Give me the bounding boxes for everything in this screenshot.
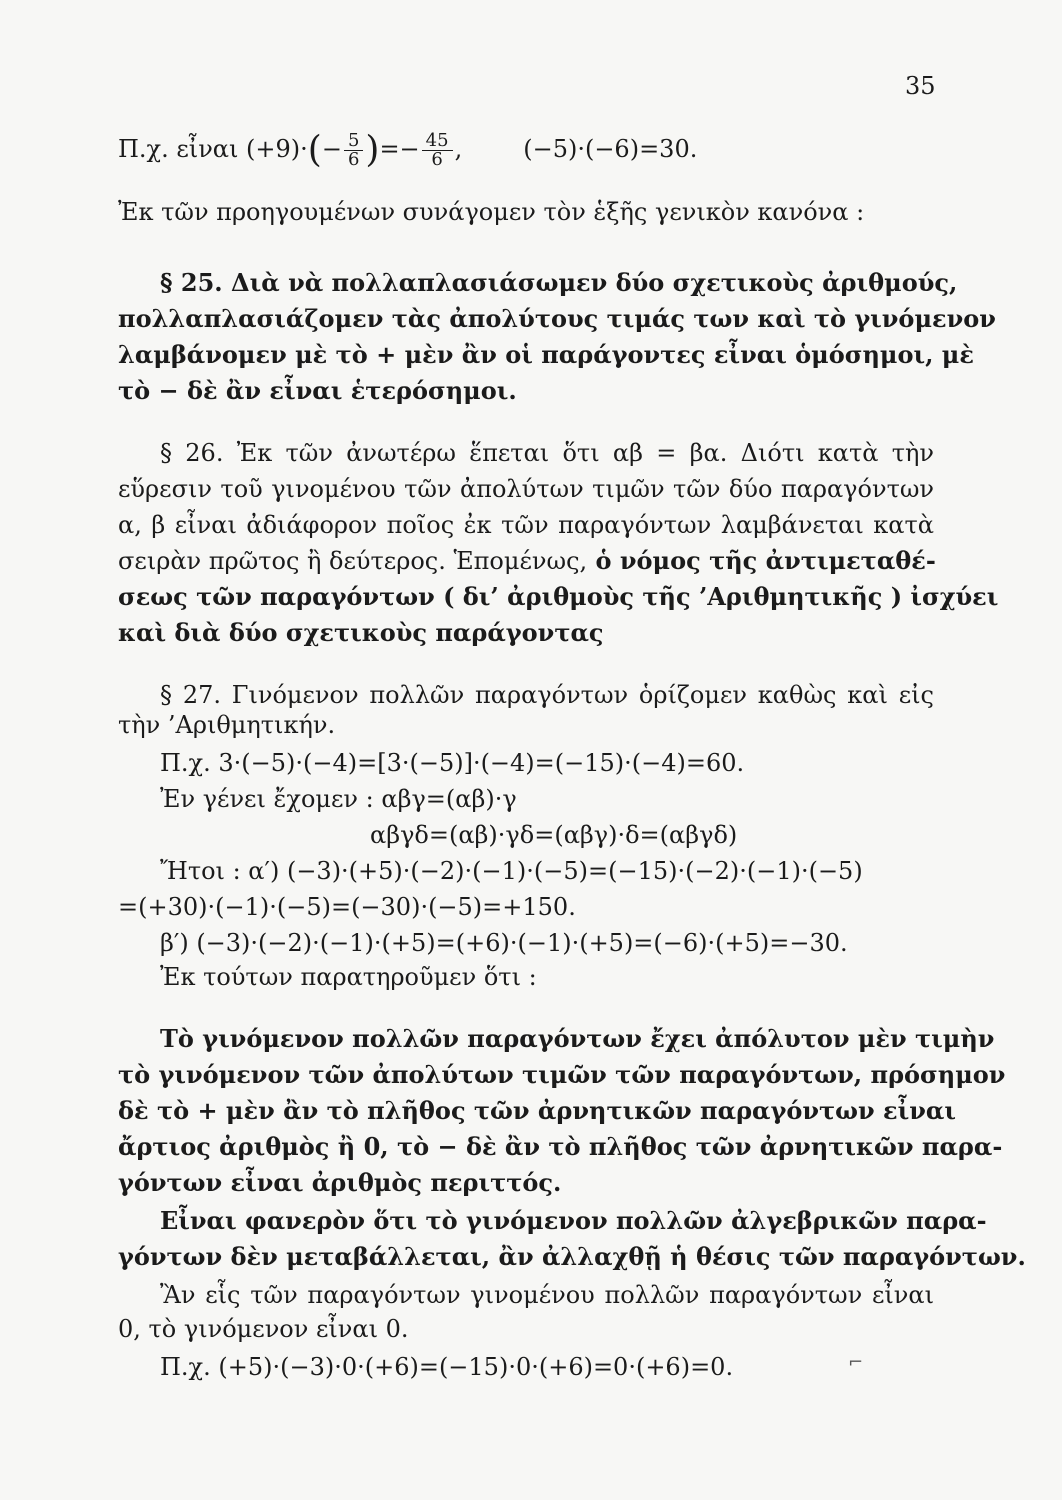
rule3-line2: γόντων δὲν μεταβάλλεται, ἂν ἀλλαχθῇ ἡ θέσις τῶν παραγόντων. xyxy=(118,1242,1026,1271)
rule2-line5: γόντων εἶναι ἀριθμὸς περιττός. xyxy=(118,1168,562,1197)
zero-rule-example: Π.χ. (+5)·(−3)·0·(+6)=(−15)·0·(+6)=0·(+6)=0. xyxy=(160,1353,734,1381)
sec26-line3: α, β εἶναι ἀδιάφορον ποῖος ἐκ τῶν παραγόντων λαμβάνεται κατὰ xyxy=(118,511,934,539)
fraction-5-6: $\frac{5}{6}$ xyxy=(344,132,363,169)
sec27-example2: Ἐν γένει ἔχομεν : αβγ=(αβ)·γ xyxy=(160,785,517,813)
zero-rule-line2: 0, τὸ γινόμενον εἶναι 0. xyxy=(118,1315,409,1343)
rule2-line4: ἄρτιος ἀριθμὸς ἢ 0, τὸ − δὲ ἂν τὸ πλῆθος τῶν ἀρνητικῶν παρα- xyxy=(118,1132,1003,1161)
sec26-line6: καὶ διὰ δύο σχετικοὺς παράγοντας xyxy=(118,618,604,647)
rule2-line2: τὸ γινόμενον τῶν ἀπολύτων τιμῶν τῶν παραγόντων, πρόσημον xyxy=(118,1060,1006,1089)
sec25-line2: πολλαπλασιάζομεν τὰς ἀπολύτους τιμάς των καὶ τὸ γινόμενον xyxy=(118,304,996,333)
sec26-line1: § 26. Ἐκ τῶν ἀνωτέρω ἕπεται ὅτι αβ = βα. Διότι κατὰ τὴν xyxy=(160,439,934,467)
open-paren: ( xyxy=(307,129,322,171)
sec25-line1: § 25. Διὰ νὰ πολλαπλασιάσωμεν δύο σχετικοὺς ἀριθμούς, xyxy=(160,268,958,297)
sec26-line4-plain: σειρὰν πρῶτος ἢ δεύτερος. Ἑπομένως, xyxy=(118,547,588,575)
sec27-line2: τὴν ’Αριθμητικήν. xyxy=(118,711,336,739)
sec27-example3: αβγδ=(αβ)·γδ=(αβγ)·δ=(αβγδ) xyxy=(370,821,738,849)
page-number: 35 xyxy=(905,72,936,100)
sec27-example1: Π.χ. 3·(−5)·(−4)=[3·(−5)]·(−4)=(−15)·(−4)=60. xyxy=(160,749,745,777)
sec26-line2: εὕρεσιν τοῦ γινομένου τῶν ἀπολύτων τιμῶν τῶν δύο παραγόντων xyxy=(118,475,934,503)
example1-prefix: Π.χ. εἶναι (+9)· xyxy=(118,135,308,163)
sec25-line3: λαμβάνομεν μὲ τὸ + μὲν ἂν οἱ παράγοντες εἶναι ὁμόσημοι, μὲ xyxy=(118,340,974,369)
sec25-line4: τὸ − δὲ ἂν εἶναι ἑτερόσημοι. xyxy=(118,376,517,405)
zero-rule-line1: Ἂν εἷς τῶν παραγόντων γινομένου πολλῶν παραγόντων εἶναι xyxy=(160,1281,934,1309)
fraction-45-6: $\frac{45}{6}$ xyxy=(422,132,453,169)
sec26-line4-bold: ὁ νόμος τῆς ἀντιμεταθέ- xyxy=(587,546,936,575)
end-mark: ⌐ xyxy=(848,1352,864,1373)
sec27-example5: =(+30)·(−1)·(−5)=(−30)·(−5)=+150. xyxy=(118,893,576,921)
example1-mid: =− xyxy=(379,135,420,163)
rule3-line1: Εἶναι φανερὸν ὅτι τὸ γινόμενον πολλῶν ἀλγεβρικῶν παρα- xyxy=(160,1206,987,1235)
example-fraction-line: Π.χ. εἶναι (+9)·(− $\frac{5}{6}$ )=− $\frac{45}{6}$ , (−5)·(−6)=30. xyxy=(118,129,698,171)
rule2-line1: Τὸ γινόμενον πολλῶν παραγόντων ἔχει ἀπόλυτον μὲν τιμὴν xyxy=(160,1024,995,1053)
intro-rule: Ἐκ τῶν προηγουμένων συνάγομεν τὸν ἑξῆς γενικὸν κανόνα : xyxy=(118,198,865,226)
close-paren: ) xyxy=(365,129,380,171)
sec26-line5: σεως τῶν παραγόντων ( δι’ ἀριθμοὺς τῆς ’Αριθμητικῆς ) ἰσχύει xyxy=(118,582,999,611)
sec27-example6: β′) (−3)·(−2)·(−1)·(+5)=(+6)·(−1)·(+5)=(−6)·(+5)=−30. xyxy=(160,929,848,957)
sec27-line1: § 27. Γινόμενον πολλῶν παραγόντων ὁρίζομεν καθὼς καὶ εἰς xyxy=(160,681,934,709)
rule2-line3: δὲ τὸ + μὲν ἂν τὸ πλῆθος τῶν ἀρνητικῶν παραγόντων εἶναι xyxy=(118,1096,956,1125)
example1-tail: , (−5)·(−6)=30. xyxy=(454,135,698,163)
sec27-example7: Ἐκ τούτων παρατηροῦμεν ὅτι : xyxy=(160,963,537,991)
sec26-line4 xyxy=(118,546,936,576)
sec27-example4: Ἤτοι : α′) (−3)·(+5)·(−2)·(−1)·(−5)=(−15)·(−2)·(−1)·(−5) xyxy=(160,857,863,885)
